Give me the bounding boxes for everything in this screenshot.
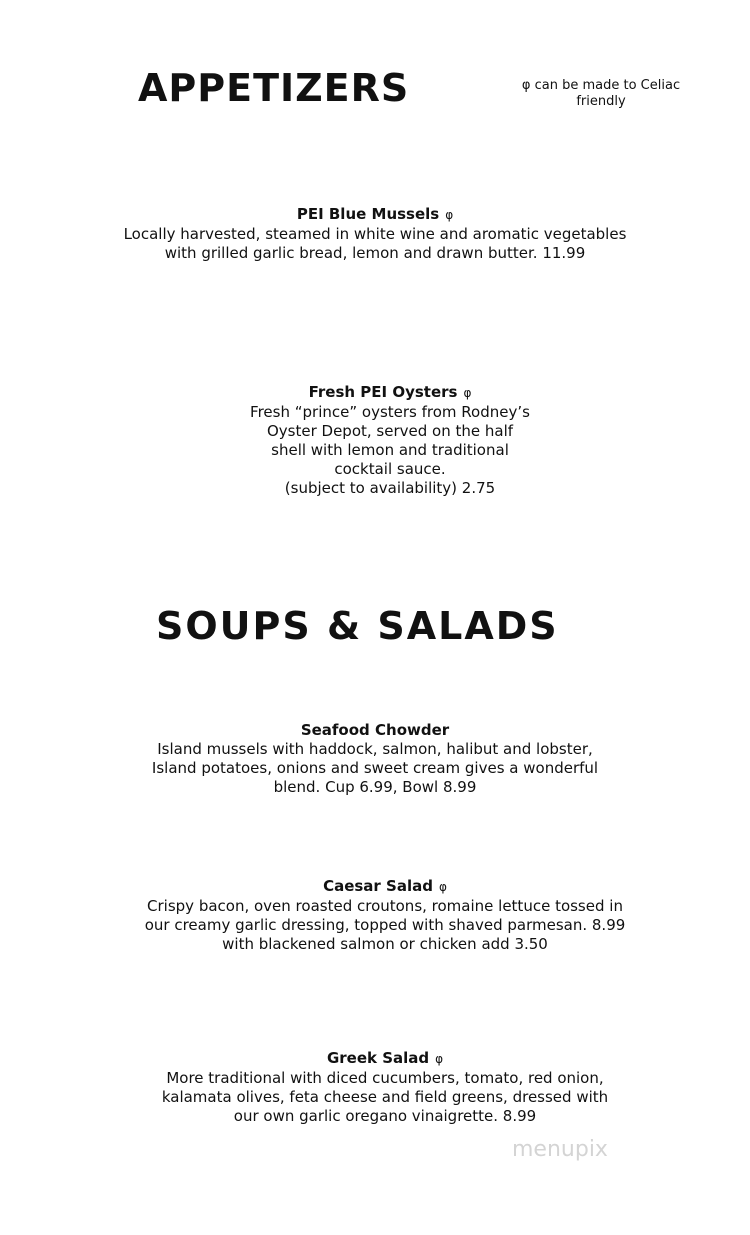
menupix-watermark: menupix (512, 1137, 608, 1162)
appetizers-heading: APPETIZERS (138, 66, 410, 110)
menu-item-description-line: our creamy garlic dressing, topped with shaved parmesan. 8.99 (144, 916, 626, 934)
menu-item-description-line: cocktail sauce. (334, 460, 446, 478)
menu-item-title-text: Seafood Chowder (300, 721, 450, 739)
celiac-note (496, 78, 706, 110)
menu-item-description-line: kalamata olives, feta cheese and field greens, dressed with (161, 1088, 609, 1106)
menu-item-title (0, 1049, 750, 1069)
menu-item-title (0, 877, 750, 897)
menu-item-title (200, 383, 580, 403)
menu-item-description-line: Crispy bacon, oven roasted croutons, romaine lettuce tossed in (147, 897, 623, 915)
menu-item-title-text: Caesar Salad (323, 877, 433, 895)
menu-item-description-line: Island potatoes, onions and sweet cream gives a wonderful (151, 759, 599, 777)
menu-item-fresh-pei-oysters (200, 383, 580, 498)
celiac-symbol: φ (438, 880, 447, 894)
menu-item-description-line: Island mussels with haddock, salmon, halibut and lobster, (157, 740, 593, 758)
menu-item-pei-blue-mussels (0, 205, 750, 263)
menu-item-title (0, 205, 750, 225)
menu-item-description-line: blend. Cup 6.99, Bowl 8.99 (273, 778, 477, 796)
menu-item-description-line: shell with lemon and traditional (271, 441, 509, 459)
menu-item-description-line: with grilled garlic bread, lemon and drawn butter. 11.99 (164, 244, 586, 262)
menu-item-description-line: (subject to availability) 2.75 (284, 479, 496, 497)
celiac-note-line: φ can be made to Celiac (521, 78, 681, 93)
menu-item-description-line: Fresh “prince” oysters from Rodney’s (250, 403, 530, 421)
menu-item-description-line: our own garlic oregano vinaigrette. 8.99 (233, 1107, 537, 1125)
menu-item-seafood-chowder (0, 721, 750, 797)
menu-item-title (0, 721, 750, 740)
menu-item-description-line: Locally harvested, steamed in white wine and aromatic vegetables (123, 225, 627, 243)
menu-item-title-text: Fresh PEI Oysters (308, 383, 458, 401)
menu-item-description-line: with blackened salmon or chicken add 3.50 (222, 935, 548, 953)
soups-salads-heading: SOUPS & SALADS (156, 604, 559, 648)
menu-item-title-text: Greek Salad (326, 1049, 430, 1067)
menu-item-caesar-salad (0, 877, 750, 954)
celiac-symbol: φ (435, 1052, 444, 1066)
menu-item-description-line: More traditional with diced cucumbers, tomato, red onion, (166, 1069, 604, 1087)
menu-item-greek-salad (0, 1049, 750, 1126)
menu-item-title-text: PEI Blue Mussels (296, 205, 440, 223)
celiac-symbol: φ (445, 208, 454, 222)
celiac-note-line: friendly (576, 94, 626, 109)
celiac-symbol: φ (463, 386, 472, 400)
menu-item-description-line: Oyster Depot, served on the half (266, 422, 514, 440)
